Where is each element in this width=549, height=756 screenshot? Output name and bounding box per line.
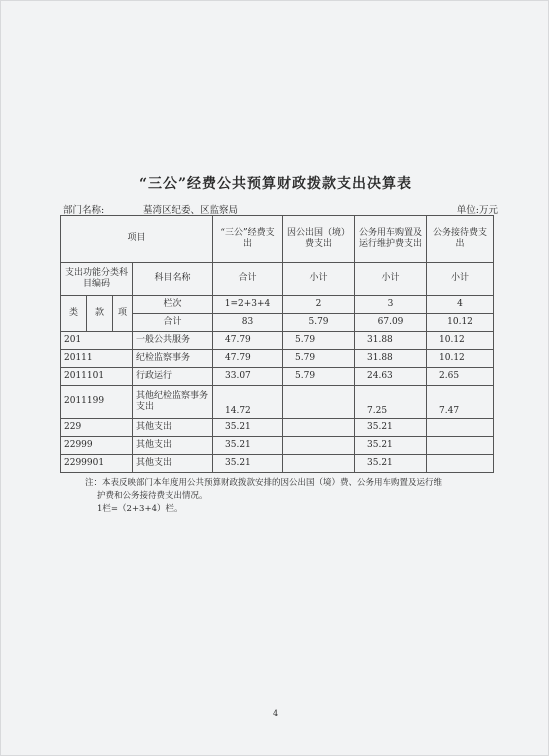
sum-value: 67.09 xyxy=(355,314,427,332)
row-subject: 其他支出 xyxy=(133,419,213,437)
row-value xyxy=(283,386,355,419)
header-subtotal: 小计 xyxy=(427,263,494,296)
row-value xyxy=(427,455,494,473)
department-name: 墓湾区纪委、区监察局 xyxy=(143,205,239,216)
page-number: 4 xyxy=(272,709,279,718)
note-line: 注：本表反映部门本年度用公共预算财政拨款安排的因公出国（境）费、公务用车购置及运行维 xyxy=(85,478,443,488)
table-row xyxy=(61,437,494,455)
row-code: 229 xyxy=(61,419,133,437)
row-subject: 纪检监察事务 xyxy=(133,350,213,368)
header-reception: 公务接待费支出 xyxy=(427,216,494,263)
row-value: 14.72 xyxy=(213,386,283,419)
row-value: 47.79 xyxy=(213,332,283,350)
column-number: 4 xyxy=(427,296,494,314)
row-value: 35.21 xyxy=(213,437,283,455)
table-note xyxy=(85,477,485,517)
row-subject: 其他纪检监察事务支出 xyxy=(133,386,213,419)
header-subject-name: 科目名称 xyxy=(133,263,213,296)
header-subtotal: 小计 xyxy=(355,263,427,296)
row-value: 35.21 xyxy=(213,419,283,437)
expenditure-table xyxy=(60,215,494,473)
sum-value: 5.79 xyxy=(283,314,355,332)
header-vehicle: 公务用车购置及运行维护费支出 xyxy=(355,216,427,263)
row-value xyxy=(283,419,355,437)
row-value: 5.79 xyxy=(283,350,355,368)
row-value: 35.21 xyxy=(355,419,427,437)
row-value: 7.25 xyxy=(355,386,427,419)
header-abroad: 因公出国（境）费支出 xyxy=(283,216,355,263)
row-value: 5.79 xyxy=(283,368,355,386)
header-row xyxy=(61,216,494,263)
sum-label: 合计 xyxy=(133,314,213,332)
row-value: 24.63 xyxy=(355,368,427,386)
note-line: 护费和公务接待费支出情况。 xyxy=(97,491,208,502)
row-value: 7.47 xyxy=(427,386,494,419)
row-value: 33.07 xyxy=(213,368,283,386)
column-number-row xyxy=(61,296,494,314)
row-code: 2011199 xyxy=(61,386,133,419)
row-value: 5.79 xyxy=(283,332,355,350)
unit-label: 单位:万元 xyxy=(456,205,498,216)
table-row xyxy=(61,350,494,368)
header-code: 支出功能分类科目编码 xyxy=(61,263,133,296)
table-row xyxy=(61,455,494,473)
row-value: 35.21 xyxy=(213,455,283,473)
row-code: 2299901 xyxy=(61,455,133,473)
column-number: 3 xyxy=(355,296,427,314)
table-row xyxy=(61,368,494,386)
header-item: 项目 xyxy=(61,216,213,263)
row-code: 22999 xyxy=(61,437,133,455)
department-label: 部门名称: xyxy=(63,205,105,216)
row-subject: 其他支出 xyxy=(133,437,213,455)
row-code: 201 xyxy=(61,332,133,350)
header-total: 合计 xyxy=(213,263,283,296)
row-value: 31.88 xyxy=(355,350,427,368)
header-kuan: 款 xyxy=(87,296,113,332)
column-number: 1=2+3+4 xyxy=(213,296,283,314)
header-column-no: 栏次 xyxy=(133,296,213,314)
row-subject: 其他支出 xyxy=(133,455,213,473)
row-code: 20111 xyxy=(61,350,133,368)
row-value xyxy=(283,455,355,473)
table-row xyxy=(61,332,494,350)
header-sangong: “三公”经费支出 xyxy=(213,216,283,263)
row-value xyxy=(283,437,355,455)
row-value: 35.21 xyxy=(355,455,427,473)
row-value: 35.21 xyxy=(355,437,427,455)
row-value: 10.12 xyxy=(427,350,494,368)
note-line: 1栏=（2+3+4）栏。 xyxy=(97,504,183,515)
row-value: 47.79 xyxy=(213,350,283,368)
row-value xyxy=(427,419,494,437)
row-value: 31.88 xyxy=(355,332,427,350)
row-value xyxy=(427,437,494,455)
sum-value: 83 xyxy=(213,314,283,332)
row-subject: 行政运行 xyxy=(133,368,213,386)
sum-value: 10.12 xyxy=(427,314,494,332)
header-subtotal: 小计 xyxy=(283,263,355,296)
table-row xyxy=(61,419,494,437)
row-subject: 一般公共服务 xyxy=(133,332,213,350)
column-number: 2 xyxy=(283,296,355,314)
row-value: 2.65 xyxy=(427,368,494,386)
page-title: “三公”经费公共预算财政拨款支出决算表 xyxy=(138,176,413,192)
header-lei: 类 xyxy=(61,296,87,332)
subheader-row xyxy=(61,263,494,296)
row-code: 2011101 xyxy=(61,368,133,386)
table-row xyxy=(61,386,494,419)
row-value: 10.12 xyxy=(427,332,494,350)
header-xiang: 项 xyxy=(113,296,133,332)
